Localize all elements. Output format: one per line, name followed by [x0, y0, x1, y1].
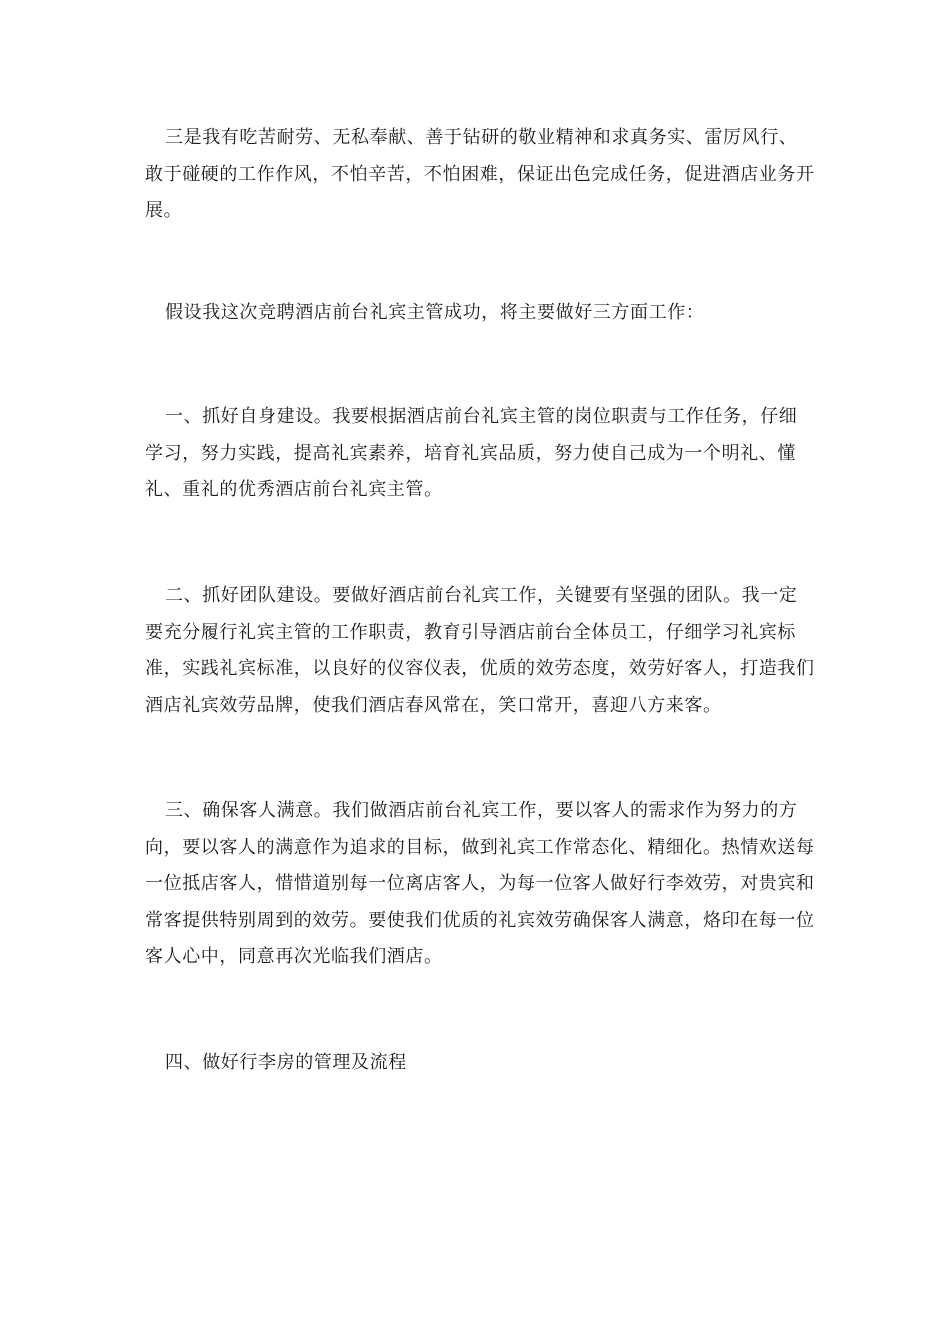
paragraph-task-self-building: 一、抓好自身建设。我要根据酒店前台礼宾主管的岗位职责与工作任务，仔细学习，努力实践，提高礼宾素养，培育礼宾品质，努力使自己成为一个明礼、懂礼、重礼的优秀酒店前台礼宾主管。	[145, 406, 798, 500]
paragraph-task-team-building: 二、抓好团队建设。要做好酒店前台礼宾工作，关键要有坚强的团队。我一定要充分履行礼宾主管的工作职责，教育引导酒店前台全体员工，仔细学习礼宾标准，实践礼宾标准，以良好的仪容仪表，优质的效劳态度，效劳好客人，打造我们酒店礼宾效劳品牌，使我们酒店春风常在，笑口常开，喜迎八方来客。	[145, 585, 815, 716]
paragraph-intro-three-tasks: 假设我这次竞聘酒店前台礼宾主管成功，将主要做好三方面工作：	[165, 302, 705, 323]
paragraph-task-luggage-room: 四、做好行李房的管理及流程	[165, 1052, 407, 1073]
paragraph-task-guest-satisfaction: 三、确保客人满意。我们做酒店前台礼宾工作，要以客人的需求作为努力的方向，要以客人的满意作为追求的目标，做到礼宾工作常态化、精细化。热情欢送每一位抵店客人，惜惜道别每一位离店客人，为每一位客人做好行李效劳，对贵宾和常客提供特别周到的效劳。要使我们优质的礼宾效劳确保客人满意，烙印在每一位客人心中，同意再次光临我们酒店。	[145, 800, 815, 967]
paragraph-work-attitude: 三是我有吃苦耐劳、无私奉献、善于钻研的敬业精神和求真务实、雷厉风行、敢于碰硬的工作作风，不怕辛苦，不怕困难，保证出色完成任务，促进酒店业务开展。	[145, 127, 815, 221]
